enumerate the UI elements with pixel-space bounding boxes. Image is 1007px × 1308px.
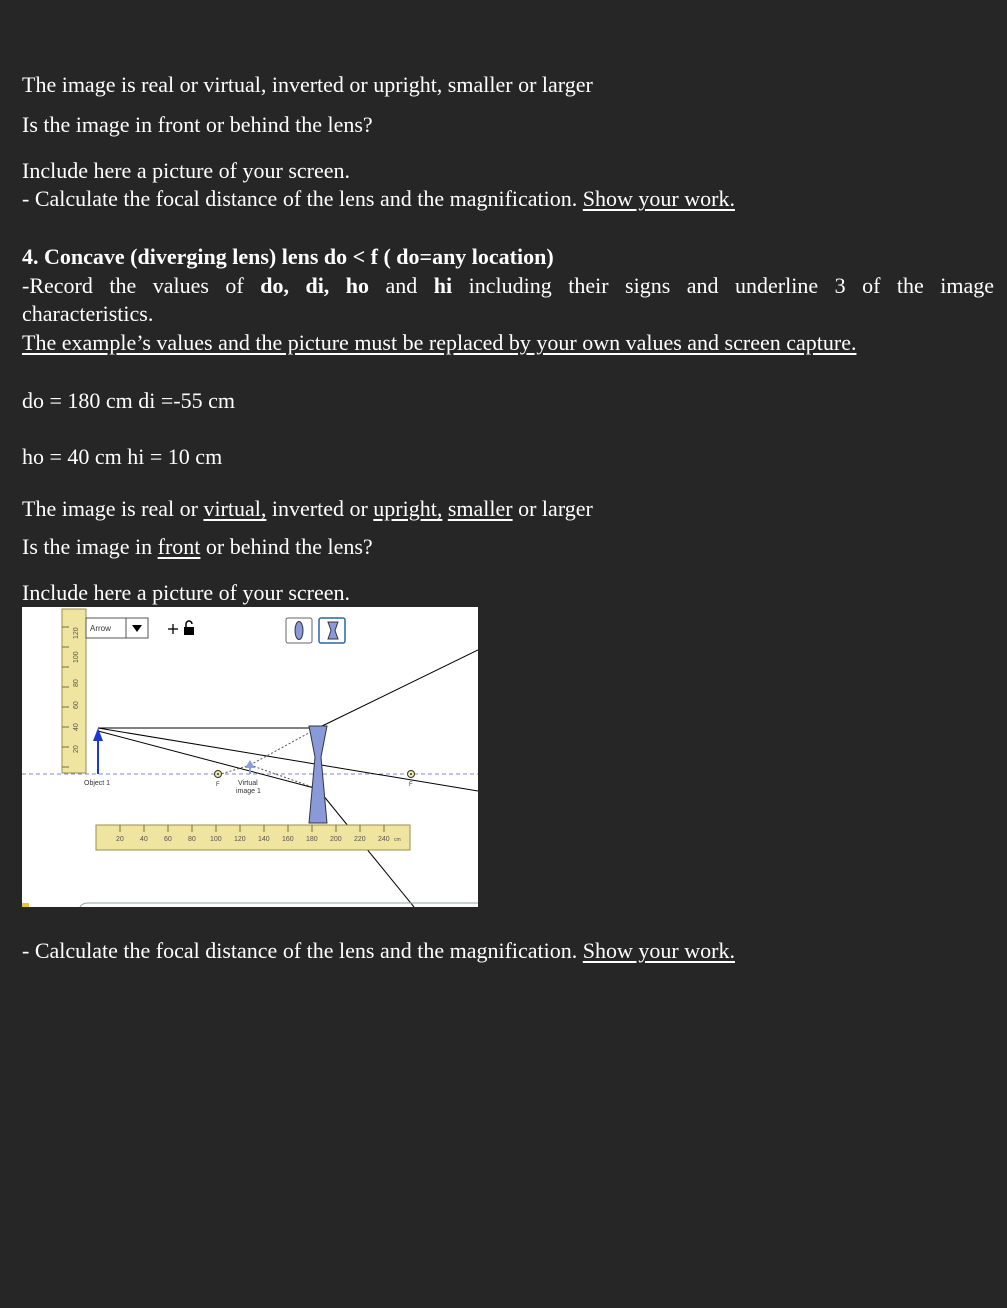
word: di, xyxy=(305,273,330,298)
hruler-tick: 180 xyxy=(306,836,318,843)
underlined-smaller: smaller xyxy=(447,496,513,521)
do-di-values: do = 180 cm di =-55 cm xyxy=(22,388,236,413)
hruler-tick: 100 xyxy=(210,836,222,843)
include-picture-instruction-2: Include here a picture of your screen. xyxy=(22,580,351,605)
calculate-instruction xyxy=(22,185,735,213)
word: and xyxy=(686,273,719,298)
show-work-text-2: Show your work. xyxy=(582,938,735,963)
image-characteristics-answer xyxy=(22,495,593,523)
focal-point-right-dot xyxy=(410,773,412,775)
record-instruction xyxy=(22,271,994,300)
word: their xyxy=(568,273,609,298)
text: or behind the lens? xyxy=(200,534,373,559)
word: including xyxy=(468,273,552,298)
text: inverted or xyxy=(266,496,374,521)
bottom-toolbar-fragment xyxy=(22,903,29,907)
word: underline xyxy=(735,273,819,298)
include-picture-instruction: Include here a picture of your screen. xyxy=(22,158,351,183)
convex-lens-icon xyxy=(295,622,303,640)
word: of xyxy=(225,273,244,298)
virtual-image-arrow-head xyxy=(245,760,255,768)
underlined-upright: upright, xyxy=(373,496,443,521)
dropdown-value: Arrow xyxy=(90,624,111,633)
virtual-image-label-2: image 1 xyxy=(236,788,261,795)
text: The image is real or xyxy=(22,496,204,521)
hruler-tick: 200 xyxy=(330,836,342,843)
hruler-tick: 140 xyxy=(258,836,270,843)
focal-point-left-dot xyxy=(217,773,219,775)
hruler-tick: 40 xyxy=(140,836,148,843)
word: values xyxy=(152,273,209,298)
word: ho xyxy=(345,273,370,298)
word: hi xyxy=(433,273,453,298)
word: image xyxy=(940,273,995,298)
word: 3 xyxy=(834,273,846,298)
record-instruction-line2: characteristics. xyxy=(22,301,154,326)
hruler-tick: 20 xyxy=(116,836,124,843)
vruler-tick: 100 xyxy=(73,651,80,663)
word: -Record xyxy=(22,273,93,298)
vruler-tick: 80 xyxy=(73,679,80,687)
word: of xyxy=(862,273,881,298)
vruler-tick: 20 xyxy=(73,745,80,753)
virtual-image-label-1: Virtual xyxy=(238,780,258,787)
image-position-question: Is the image in front or behind the lens? xyxy=(22,112,373,137)
hruler-tick: 120 xyxy=(234,836,246,843)
hruler-tick: 80 xyxy=(188,836,196,843)
text: or larger xyxy=(512,496,593,521)
calculate-instruction-2 xyxy=(22,937,735,965)
hruler-unit: cm xyxy=(394,837,401,843)
focal-label-right: F xyxy=(409,782,413,788)
word: do, xyxy=(260,273,289,298)
image-position-answer xyxy=(22,533,373,561)
simulation-screenshot xyxy=(22,607,478,907)
vruler-tick: 60 xyxy=(73,701,80,709)
hruler-tick: 220 xyxy=(354,836,366,843)
word: the xyxy=(896,273,924,298)
object-arrow-head[interactable] xyxy=(93,728,103,741)
lock-icon[interactable] xyxy=(184,621,194,635)
show-work-text: Show your work. xyxy=(582,186,735,211)
word: and xyxy=(385,273,418,298)
word: the xyxy=(109,273,137,298)
object-label: Object 1 xyxy=(84,780,111,787)
virtual-ray-lines xyxy=(218,728,318,789)
ho-hi-values: ho = 40 cm hi = 10 cm xyxy=(22,444,223,469)
hruler-tick: 240 xyxy=(378,836,390,843)
underlined-virtual: virtual, xyxy=(203,496,267,521)
focal-label-left: F xyxy=(216,782,220,788)
bottom-panel-edge xyxy=(80,903,478,907)
text: Is the image in xyxy=(22,534,158,559)
calculate-text-2: - Calculate the focal distance of the lens and the magnification. xyxy=(22,938,583,963)
example-note: The example’s values and the picture must be replaced by your own values and screen capture. xyxy=(22,330,857,355)
image-characteristics-question: The image is real or virtual, inverted or upright, smaller or larger xyxy=(22,72,593,97)
hruler-tick: 160 xyxy=(282,836,294,843)
move-icon[interactable] xyxy=(168,624,178,634)
underlined-front: front xyxy=(157,534,201,559)
vruler-tick: 120 xyxy=(73,627,80,639)
word: signs xyxy=(625,273,671,298)
section-heading: 4. Concave (diverging lens) lens do < f ( do=any location) xyxy=(22,244,554,269)
calculate-text: - Calculate the focal distance of the lens and the magnification. xyxy=(22,186,583,211)
hruler-tick: 60 xyxy=(164,836,172,843)
vruler-tick: 40 xyxy=(73,723,80,731)
